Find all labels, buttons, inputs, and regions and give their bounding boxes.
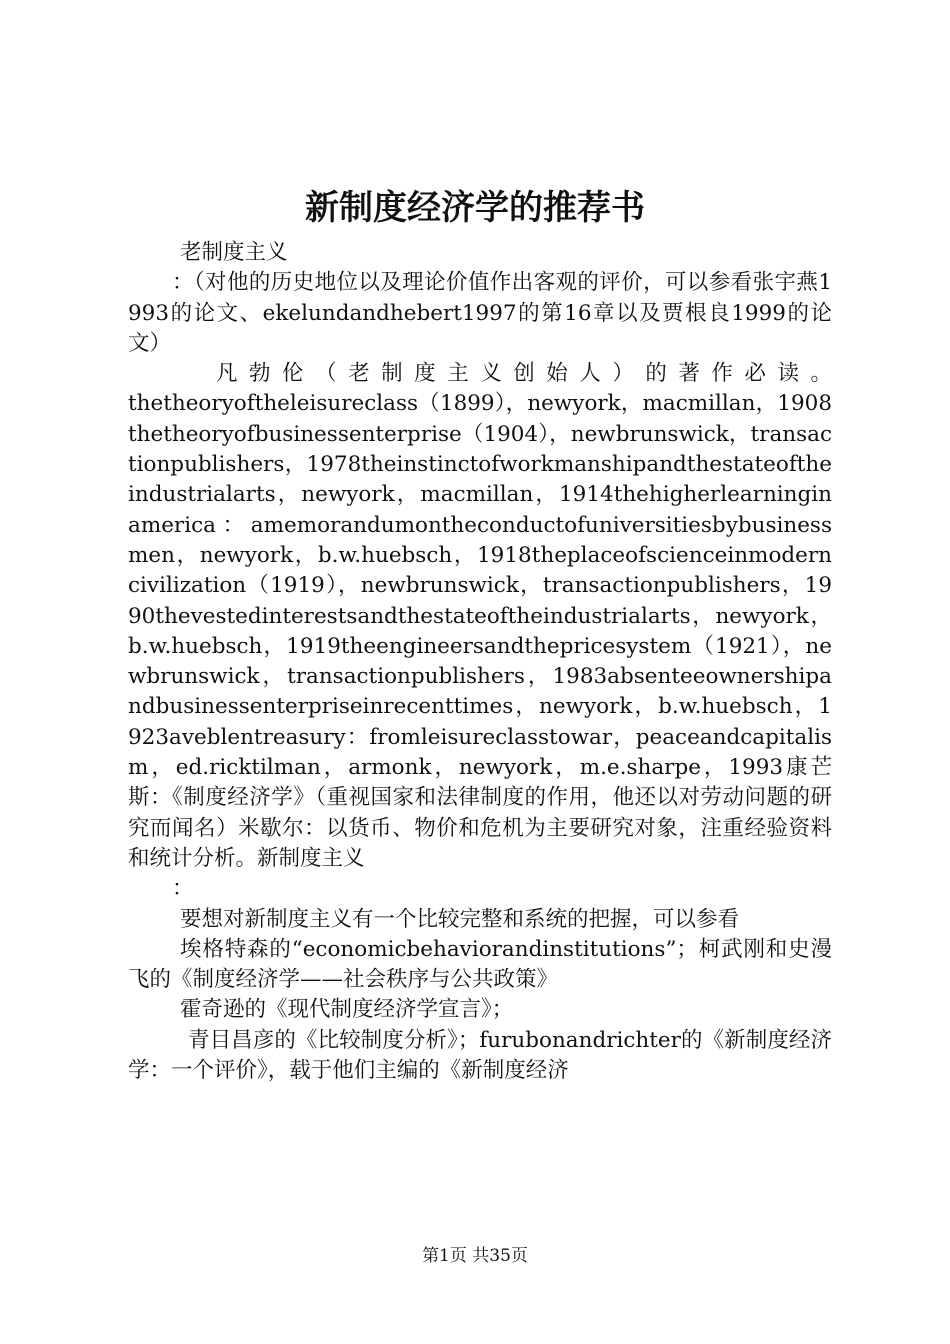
paragraph-hodgson: 霍奇逊的《现代制度经济学宣言》； — [180, 997, 514, 1023]
document-title: 新制度经济学的推荐书 — [305, 188, 645, 228]
page-footer: 第1页 共35页 — [422, 1246, 528, 1266]
paragraph-veblen-intro: 凡勃伦（老制度主义创始人）的著作必读。 — [216, 361, 832, 387]
paragraph-aoki: 青目昌彦的《比较制度分析》；furubonandrichter的《新制度经济学：一个评价》，载于他们主编的《新制度经济 — [128, 1027, 832, 1084]
paragraph-colon: ： — [172, 876, 194, 902]
document-body — [128, 238, 832, 1086]
paragraph-old-institutionalism: 老制度主义 — [180, 240, 288, 265]
paragraph-new-institutionalism-intro: 要想对新制度主义有一个比较完整和系统的把握，可以参看 — [180, 906, 740, 932]
paragraph-veblen-works: thetheoryoftheleisureclass（1899），newyork，macmillan，1908thetheoryofbusinessenterprise（1904），newbrunswick，transactionpublishers，1978theinstinctofworkmanshipandthestateoftheindustrialarts，newyork，macmillan，1914thehigherlearninginamerica：amemorandumontheconductofuniversitiesbybusinessmen，newyork，b.w.huebsch，1918theplaceofscienceinmoderncivilization（1919），newbrunswick，transactionpublishers，1990thevestedinterestsandthestateoftheindustrialarts，newyork，b.w.huebsch，1919theengineersandthepricesystem（1921），newbrunswick，transactionpublishers，1983absenteeownershipandbusinessenterpriseinrecenttimes，newyork，b.w.huebsch，1923aveblentreasury：fromleisureclasstowar，peaceandcapitalism，ed.ricktilman，armonk，newyork，m.e.sharpe，1993康芒斯：《制度经济学》（重视国家和法律制度的作用，他还以对劳动问题的研究而闻名）米歇尔：以货币、物价和危机为主要研究对象，注重经验资料和统计分析。新制度主义 — [128, 391, 832, 871]
paragraph-evaluation-note: ：（对他的历史地位以及理论价值作出客观的评价，可以参看张宇燕1993的论文、ekelundandhebert1997的第16章以及贾根良1999的论文） — [128, 270, 832, 356]
paragraph-eggertsson: 埃格特森的“economicbehaviorandinstitutions”；柯武刚和史漫飞的《制度经济学——社会秩序与公共政策》 — [128, 936, 832, 993]
